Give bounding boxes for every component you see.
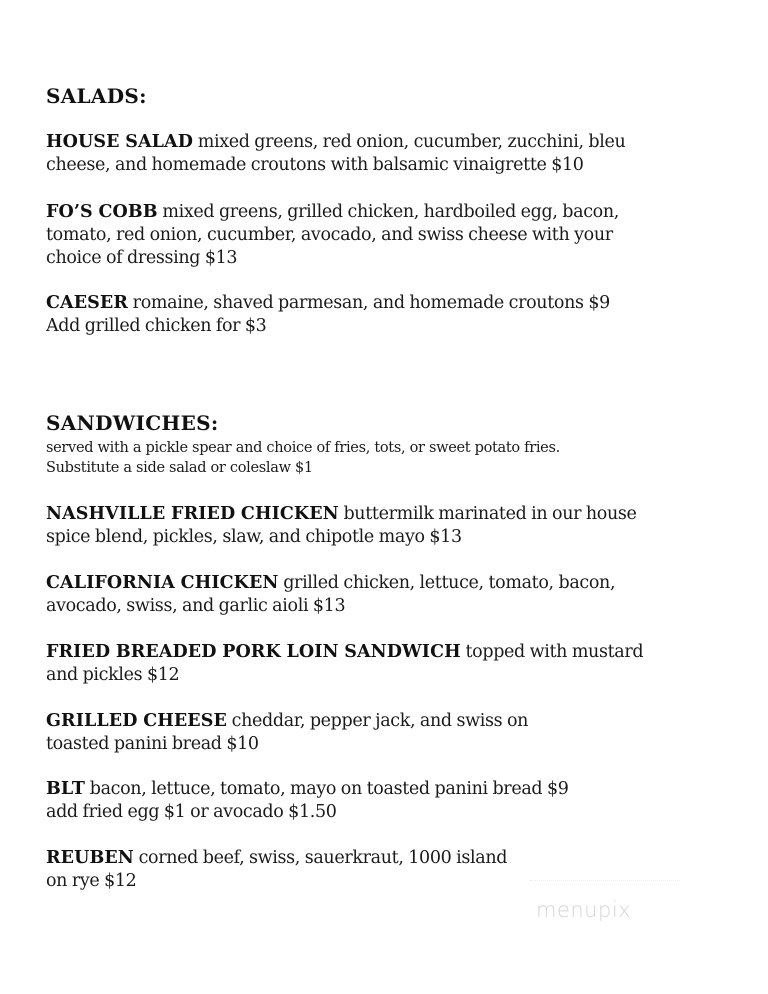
item-description: romaine, shaved parmesan, and homemade croutons $9 xyxy=(127,293,610,313)
sandwiches-note xyxy=(46,438,560,478)
item-name: CALIFORNIA CHICKEN xyxy=(46,573,279,593)
item-name: BLT xyxy=(46,779,85,799)
salads-heading: SALADS: xyxy=(46,84,147,108)
item-description: buttermilk marinated in our house xyxy=(338,504,637,524)
item-description: corned beef, swiss, sauerkraut, 1000 island xyxy=(133,848,508,868)
watermark-decoration xyxy=(530,880,680,889)
item-addon: add fried egg $1 or avocado $1.50 xyxy=(46,802,337,822)
item-description: and pickles $12 xyxy=(46,665,180,685)
item-name: NASHVILLE FRIED CHICKEN xyxy=(46,504,339,524)
note-line: served with a pickle spear and choice of fries, tots, or sweet potato fries. xyxy=(46,440,560,456)
item-description: toasted panini bread $10 xyxy=(46,734,259,754)
item-name: FO’S COBB xyxy=(46,202,158,222)
item-price-line: choice of dressing $13 xyxy=(46,248,238,268)
item-name: CAESER xyxy=(46,293,128,313)
item-description: cheddar, pepper jack, and swiss on xyxy=(226,711,529,731)
menu-item-grilled-cheese xyxy=(46,710,726,756)
item-addon: Add grilled chicken for $3 xyxy=(46,316,267,336)
menu-item-nashville-fried-chicken xyxy=(46,503,726,549)
menu-item-caeser xyxy=(46,292,726,338)
menu-item-california-chicken xyxy=(46,572,726,618)
item-description: avocado, swiss, and garlic aioli $13 xyxy=(46,596,346,616)
item-description: topped with mustard xyxy=(460,642,644,662)
item-name: HOUSE SALAD xyxy=(46,132,193,152)
item-description: spice blend, pickles, slaw, and chipotle mayo $13 xyxy=(46,527,462,547)
menupix-watermark-logo: menupix xyxy=(536,898,632,922)
item-description: bacon, lettuce, tomato, mayo on toasted panini bread $9 xyxy=(85,779,569,799)
item-name: REUBEN xyxy=(46,848,134,868)
menu-item-fried-breaded-pork-loin xyxy=(46,641,726,687)
item-description: mixed greens, grilled chicken, hardboiled egg, bacon, xyxy=(157,202,619,222)
sandwiches-heading: SANDWICHES: xyxy=(46,411,219,435)
item-description: grilled chicken, lettuce, tomato, bacon, xyxy=(278,573,616,593)
item-description: tomato, red onion, cucumber, avocado, and swiss cheese with your xyxy=(46,225,613,245)
menu-item-house-salad xyxy=(46,131,726,177)
item-name: FRIED BREADED PORK LOIN SANDWICH xyxy=(46,642,461,662)
item-name: GRILLED CHEESE xyxy=(46,711,227,731)
note-line: Substitute a side salad or coleslaw $1 xyxy=(46,460,313,476)
item-description: on rye $12 xyxy=(46,871,137,891)
item-description: cheese, and homemade croutons with balsamic vinaigrette $10 xyxy=(46,155,584,175)
menu-item-fos-cobb xyxy=(46,201,726,270)
menu-item-blt xyxy=(46,778,726,824)
item-description: mixed greens, red onion, cucumber, zucchini, bleu xyxy=(192,132,626,152)
